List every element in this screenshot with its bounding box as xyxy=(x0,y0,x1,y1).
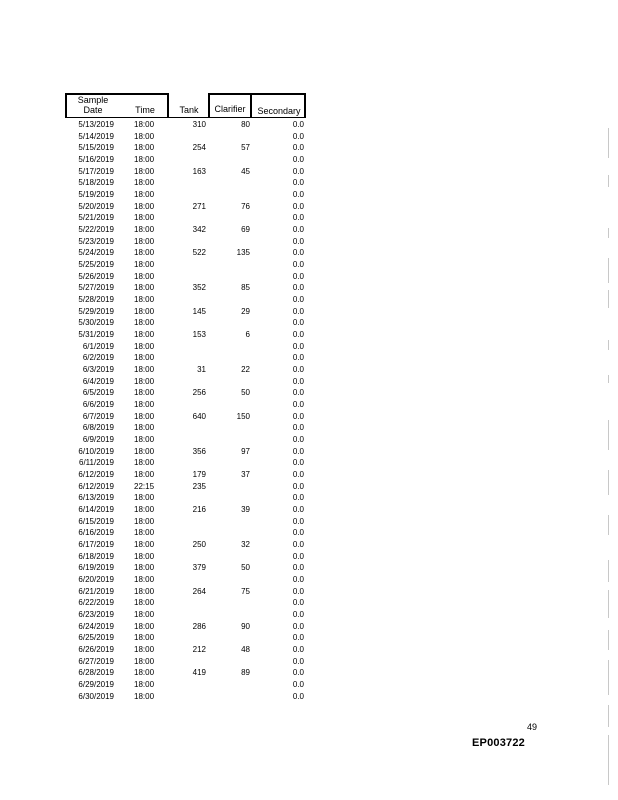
time-cell: 18:00 xyxy=(134,260,155,270)
time-cell: 18:00 xyxy=(134,388,155,398)
time-cell: 18:00 xyxy=(134,248,155,258)
time-cell: 18:00 xyxy=(134,411,155,421)
table-row xyxy=(0,446,310,458)
secondary-cell: 0.0 xyxy=(292,423,304,433)
secondary-cell: 0.0 xyxy=(292,645,304,655)
table-row xyxy=(0,586,310,598)
sample-date-cell: 5/20/2019 xyxy=(78,201,114,211)
table-row xyxy=(0,352,310,364)
secondary-cell: 0.0 xyxy=(292,621,304,631)
secondary-cell: 0.0 xyxy=(292,155,304,164)
tank-cell: 286 xyxy=(192,621,206,631)
sample-date-cell: 6/17/2019 xyxy=(78,540,114,550)
tank-cell: 640 xyxy=(192,411,206,421)
sample-date-cell: 6/10/2019 xyxy=(78,446,114,456)
sample-date-cell: 6/4/2019 xyxy=(82,376,114,386)
sample-date-cell: 6/8/2019 xyxy=(82,423,114,433)
time-cell: 18:00 xyxy=(134,283,155,293)
secondary-cell: 0.0 xyxy=(292,551,304,561)
table-row xyxy=(0,201,310,213)
time-cell: 18:00 xyxy=(134,236,155,246)
time-cell: 18:00 xyxy=(134,435,155,445)
time-cell: 18:00 xyxy=(134,201,155,211)
sample-date-cell: 5/19/2019 xyxy=(78,190,114,200)
secondary-cell: 0.0 xyxy=(292,143,304,153)
secondary-cell: 0.0 xyxy=(292,283,304,293)
sample-date-cell: 6/21/2019 xyxy=(78,586,114,596)
secondary-cell: 0.0 xyxy=(292,120,304,129)
secondary-cell: 0.0 xyxy=(292,306,304,316)
time-cell: 18:00 xyxy=(134,155,155,164)
clarifier-cell: 22 xyxy=(241,365,250,375)
time-cell: 18:00 xyxy=(134,691,155,701)
tank-cell: 179 xyxy=(192,470,206,480)
table-row xyxy=(0,434,310,446)
sample-date-cell: 5/26/2019 xyxy=(78,271,114,281)
sample-date-cell: 5/25/2019 xyxy=(78,260,114,270)
tank-cell: 271 xyxy=(192,201,206,211)
secondary-cell: 0.0 xyxy=(292,458,304,468)
tank-cell: 419 xyxy=(192,668,206,678)
table-row xyxy=(0,609,310,621)
table-row xyxy=(0,516,310,528)
time-cell: 18:00 xyxy=(134,505,155,515)
time-cell: 18:00 xyxy=(134,586,155,596)
sample-date-cell: 6/16/2019 xyxy=(78,528,114,538)
secondary-cell: 0.0 xyxy=(292,586,304,596)
time-cell: 18:00 xyxy=(134,645,155,655)
clarifier-cell: 76 xyxy=(241,201,250,211)
sample-date-cell: 6/12/2019 xyxy=(78,481,114,491)
table-row xyxy=(0,341,310,353)
sample-date-cell: 6/19/2019 xyxy=(78,563,114,573)
secondary-cell: 0.0 xyxy=(292,190,304,200)
secondary-cell: 0.0 xyxy=(292,376,304,386)
time-cell: 18:00 xyxy=(134,563,155,573)
time-cell: 18:00 xyxy=(134,330,155,340)
secondary-cell: 0.0 xyxy=(292,271,304,281)
time-cell: 18:00 xyxy=(134,458,155,468)
table-row xyxy=(0,457,310,469)
table-row xyxy=(0,236,310,248)
time-cell: 18:00 xyxy=(134,120,155,129)
secondary-cell: 0.0 xyxy=(292,691,304,701)
header-tank: Tank xyxy=(179,105,199,115)
secondary-cell: 0.0 xyxy=(292,201,304,211)
sample-date-cell: 6/13/2019 xyxy=(78,493,114,503)
sample-date-cell: 5/16/2019 xyxy=(78,155,114,164)
time-cell: 18:00 xyxy=(134,540,155,550)
secondary-cell: 0.0 xyxy=(292,598,304,608)
sample-date-cell: 5/27/2019 xyxy=(78,283,114,293)
secondary-cell: 0.0 xyxy=(292,493,304,503)
time-cell: 18:00 xyxy=(134,166,155,176)
tank-cell: 254 xyxy=(192,143,206,153)
secondary-cell: 0.0 xyxy=(292,388,304,398)
time-cell: 18:00 xyxy=(134,493,155,503)
secondary-cell: 0.0 xyxy=(292,341,304,351)
secondary-cell: 0.0 xyxy=(292,353,304,363)
sample-date-cell: 6/12/2019 xyxy=(78,470,114,480)
clarifier-cell: 90 xyxy=(241,621,250,631)
header-divider-3 xyxy=(208,93,210,118)
tank-cell: 379 xyxy=(192,563,206,573)
time-cell: 18:00 xyxy=(134,400,155,410)
sample-date-cell: 6/1/2019 xyxy=(82,341,114,351)
secondary-cell: 0.0 xyxy=(292,213,304,223)
page-number: 49 xyxy=(527,722,538,732)
table-row xyxy=(0,574,310,586)
bates-number: EP003722 xyxy=(472,737,525,749)
secondary-cell: 0.0 xyxy=(292,680,304,690)
secondary-cell: 0.0 xyxy=(292,668,304,678)
clarifier-cell: 32 xyxy=(241,540,250,550)
secondary-cell: 0.0 xyxy=(292,633,304,643)
secondary-cell: 0.0 xyxy=(292,166,304,176)
table-row xyxy=(0,177,310,189)
table-row xyxy=(0,644,310,656)
sample-date-cell: 5/21/2019 xyxy=(78,213,114,223)
secondary-cell: 0.0 xyxy=(292,236,304,246)
secondary-cell: 0.0 xyxy=(292,563,304,573)
time-cell: 18:00 xyxy=(134,446,155,456)
time-cell: 18:00 xyxy=(134,365,155,375)
sample-date-cell: 6/25/2019 xyxy=(78,633,114,643)
time-cell: 18:00 xyxy=(134,633,155,643)
header-divider-2 xyxy=(167,93,169,118)
time-cell: 18:00 xyxy=(134,680,155,690)
clarifier-cell: 85 xyxy=(241,283,250,293)
clarifier-cell: 50 xyxy=(241,388,250,398)
time-cell: 18:00 xyxy=(134,213,155,223)
table-row xyxy=(0,317,310,329)
secondary-cell: 0.0 xyxy=(292,131,304,141)
table-row xyxy=(0,259,310,271)
secondary-cell: 0.0 xyxy=(292,481,304,491)
table-row xyxy=(0,679,310,691)
sample-date-cell: 6/14/2019 xyxy=(78,505,114,515)
sample-date-cell: 6/18/2019 xyxy=(78,551,114,561)
table-row xyxy=(0,691,310,703)
table-row xyxy=(0,212,310,224)
table-row xyxy=(0,597,310,609)
time-cell: 18:00 xyxy=(134,306,155,316)
time-cell: 18:00 xyxy=(134,318,155,328)
sample-date-cell: 5/17/2019 xyxy=(78,166,114,176)
time-cell: 18:00 xyxy=(134,143,155,153)
tank-cell: 256 xyxy=(192,388,206,398)
sample-date-cell: 5/28/2019 xyxy=(78,295,114,305)
sample-date-cell: 6/15/2019 xyxy=(78,516,114,526)
table-row xyxy=(0,621,310,633)
secondary-cell: 0.0 xyxy=(292,365,304,375)
sample-date-cell: 5/13/2019 xyxy=(78,120,114,129)
clarifier-cell: 39 xyxy=(241,505,250,515)
clarifier-cell: 45 xyxy=(241,166,250,176)
table-row xyxy=(0,422,310,434)
sample-date-cell: 6/7/2019 xyxy=(82,411,114,421)
secondary-cell: 0.0 xyxy=(292,178,304,188)
secondary-cell: 0.0 xyxy=(292,435,304,445)
secondary-cell: 0.0 xyxy=(292,610,304,620)
time-cell: 18:00 xyxy=(134,376,155,386)
table-row xyxy=(0,294,310,306)
header-top-border-mid xyxy=(210,93,250,95)
table-row xyxy=(0,539,310,551)
tank-cell: 356 xyxy=(192,446,206,456)
table-row xyxy=(0,469,310,481)
sample-date-cell: 6/11/2019 xyxy=(79,458,114,468)
header-date-label: Date xyxy=(83,105,103,115)
header-bottom-border xyxy=(65,117,306,118)
sample-date-cell: 6/20/2019 xyxy=(78,575,114,585)
sample-date-cell: 6/9/2019 xyxy=(82,435,114,445)
secondary-cell: 0.0 xyxy=(292,411,304,421)
clarifier-cell: 150 xyxy=(236,411,250,421)
clarifier-cell: 50 xyxy=(241,563,250,573)
table-row xyxy=(0,492,310,504)
sample-date-cell: 5/23/2019 xyxy=(78,236,114,246)
time-cell: 18:00 xyxy=(134,551,155,561)
secondary-cell: 0.0 xyxy=(292,248,304,258)
table-row xyxy=(0,387,310,399)
header-top-border-right xyxy=(252,93,306,95)
sample-date-cell: 6/24/2019 xyxy=(78,621,114,631)
time-cell: 18:00 xyxy=(134,598,155,608)
time-cell: 18:00 xyxy=(134,610,155,620)
table-row xyxy=(0,142,310,154)
table-row xyxy=(0,131,310,143)
table-row xyxy=(0,411,310,423)
secondary-cell: 0.0 xyxy=(292,318,304,328)
secondary-cell: 0.0 xyxy=(292,505,304,515)
clarifier-cell: 97 xyxy=(241,446,250,456)
header-sample-label: Sample xyxy=(77,95,109,105)
table-row xyxy=(0,247,310,259)
sample-date-cell: 6/30/2019 xyxy=(78,691,114,701)
sample-date-cell: 5/14/2019 xyxy=(78,131,114,141)
table-row xyxy=(0,376,310,388)
tank-cell: 216 xyxy=(192,505,206,515)
secondary-cell: 0.0 xyxy=(292,330,304,340)
secondary-cell: 0.0 xyxy=(292,470,304,480)
tank-cell: 31 xyxy=(197,365,206,375)
time-cell: 18:00 xyxy=(134,178,155,188)
header-time: Time xyxy=(135,105,155,115)
time-cell: 18:00 xyxy=(134,470,155,480)
table-row xyxy=(0,527,310,539)
sample-date-cell: 5/18/2019 xyxy=(78,178,114,188)
secondary-cell: 0.0 xyxy=(292,516,304,526)
sample-date-cell: 6/23/2019 xyxy=(78,610,114,620)
table-row xyxy=(0,551,310,563)
sample-date-cell: 5/24/2019 xyxy=(78,248,114,258)
tank-cell: 342 xyxy=(192,225,206,235)
time-cell: 18:00 xyxy=(134,295,155,305)
time-cell: 18:00 xyxy=(134,528,155,538)
clarifier-cell: 75 xyxy=(241,586,250,596)
sample-date-cell: 6/3/2019 xyxy=(82,365,114,375)
sample-date-cell: 5/15/2019 xyxy=(78,143,114,153)
table-row xyxy=(0,306,310,318)
table-row xyxy=(0,364,310,376)
table-row xyxy=(0,189,310,201)
clarifier-cell: 37 xyxy=(241,470,250,480)
sample-date-cell: 6/28/2019 xyxy=(78,668,114,678)
tank-cell: 310 xyxy=(192,120,206,129)
table-row xyxy=(0,119,310,131)
clarifier-cell: 89 xyxy=(241,668,250,678)
tank-cell: 163 xyxy=(192,166,206,176)
secondary-cell: 0.0 xyxy=(292,446,304,456)
sample-date-cell: 5/22/2019 xyxy=(78,225,114,235)
clarifier-cell: 57 xyxy=(241,143,250,153)
sample-date-cell: 6/2/2019 xyxy=(82,353,114,363)
table-row xyxy=(0,166,310,178)
time-cell: 18:00 xyxy=(134,575,155,585)
table-row xyxy=(0,504,310,516)
sample-date-cell: 5/30/2019 xyxy=(78,318,114,328)
tank-cell: 235 xyxy=(192,481,206,491)
sample-date-cell: 5/29/2019 xyxy=(78,306,114,316)
clarifier-cell: 69 xyxy=(241,225,250,235)
header-divider-1 xyxy=(65,93,67,118)
table-row xyxy=(0,656,310,668)
secondary-cell: 0.0 xyxy=(292,575,304,585)
table-row xyxy=(0,224,310,236)
table-row xyxy=(0,282,310,294)
tank-cell: 264 xyxy=(192,586,206,596)
tank-cell: 153 xyxy=(192,330,206,340)
tank-cell: 250 xyxy=(192,540,206,550)
time-cell: 18:00 xyxy=(134,656,155,666)
sample-date-cell: 6/27/2019 xyxy=(78,656,114,666)
table-row xyxy=(0,562,310,574)
header-secondary: Secondary xyxy=(257,106,301,116)
tank-cell: 352 xyxy=(192,283,206,293)
header-divider-4 xyxy=(250,93,252,118)
sample-date-cell: 6/6/2019 xyxy=(82,400,114,410)
secondary-cell: 0.0 xyxy=(292,528,304,538)
time-cell: 18:00 xyxy=(134,225,155,235)
time-cell: 18:00 xyxy=(134,271,155,281)
tank-cell: 145 xyxy=(192,306,206,316)
sample-date-cell: 6/22/2019 xyxy=(78,598,114,608)
table-row xyxy=(0,399,310,411)
sample-date-cell: 6/5/2019 xyxy=(82,388,114,398)
table-row xyxy=(0,632,310,644)
secondary-cell: 0.0 xyxy=(292,295,304,305)
time-cell: 18:00 xyxy=(134,131,155,141)
tank-cell: 522 xyxy=(192,248,206,258)
secondary-cell: 0.0 xyxy=(292,540,304,550)
secondary-cell: 0.0 xyxy=(292,225,304,235)
time-cell: 22:15 xyxy=(134,481,155,491)
time-cell: 18:00 xyxy=(134,341,155,351)
table-row xyxy=(0,154,310,166)
table-row xyxy=(0,329,310,341)
secondary-cell: 0.0 xyxy=(292,656,304,666)
tank-cell: 212 xyxy=(192,645,206,655)
sample-date-cell: 6/29/2019 xyxy=(78,680,114,690)
time-cell: 18:00 xyxy=(134,423,155,433)
clarifier-cell: 135 xyxy=(236,248,250,258)
clarifier-cell: 48 xyxy=(241,645,250,655)
time-cell: 18:00 xyxy=(134,353,155,363)
secondary-cell: 0.0 xyxy=(292,260,304,270)
sample-date-cell: 6/26/2019 xyxy=(78,645,114,655)
clarifier-cell: 6 xyxy=(245,330,250,340)
time-cell: 18:00 xyxy=(134,190,155,200)
table-row xyxy=(0,481,310,493)
clarifier-cell: 80 xyxy=(241,120,250,129)
time-cell: 18:00 xyxy=(134,668,155,678)
clarifier-cell: 29 xyxy=(241,306,250,316)
secondary-cell: 0.0 xyxy=(292,400,304,410)
time-cell: 18:00 xyxy=(134,516,155,526)
time-cell: 18:00 xyxy=(134,621,155,631)
table-row xyxy=(0,271,310,283)
table-row xyxy=(0,667,310,679)
header-clarifier: Clarifier xyxy=(214,104,246,114)
sample-date-cell: 5/31/2019 xyxy=(78,330,114,340)
